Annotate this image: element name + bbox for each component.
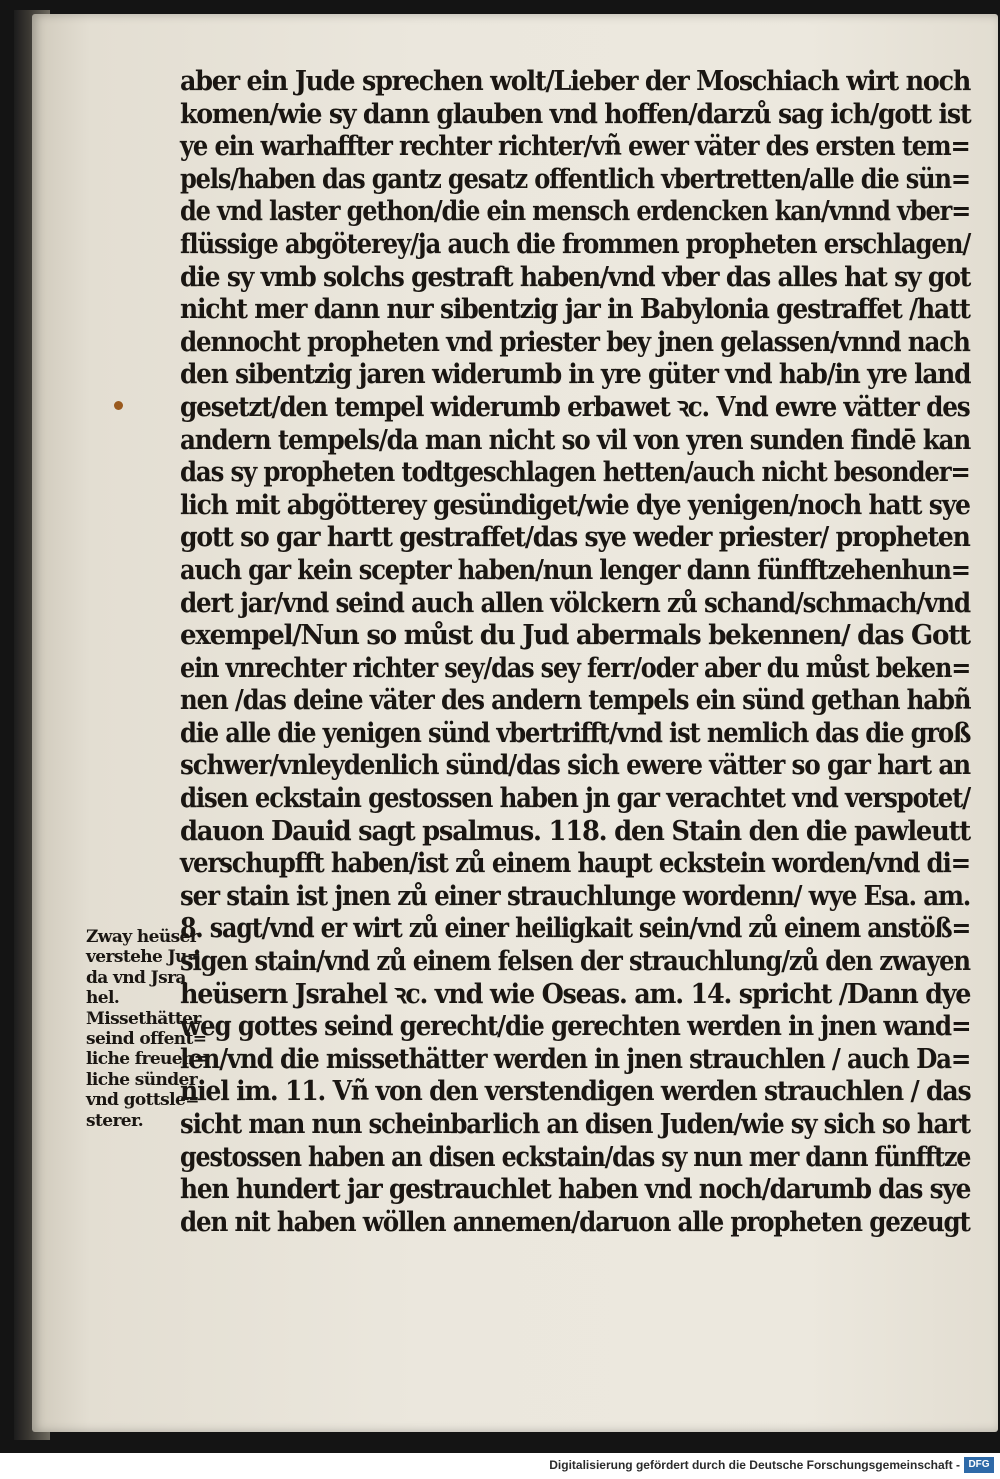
text-line: dert jar/vnd seind auch allen völckern zů schand/schmach/vnd [180,587,970,619]
margin-note-line: hel. [86,988,120,1009]
margin-note-line: Missethätter [86,1008,201,1029]
text-line: ser stain ist jnen zů einer strauchlunge wordenn/ wye Esa. am. [180,880,971,912]
margin-note-line: Zway heüser [86,927,199,947]
text-line: sigen stain/vnd zů einem felsen der strauchlung/zů den zwayen [180,946,970,978]
text-line: das sy propheten todtgeschlagen hetten/auch nicht besonder= [180,457,970,489]
text-line: nicht mer dann nur sibentzig jar in Babylonia gestraffet /hatt [180,294,970,326]
text-line: dauon Dauid sagt psalmus. 118. den Stain den die pawleutt [180,815,970,847]
text-line: den sibentzig jaren widerumb in yre güter vnd hab/in yre land [180,359,971,391]
text-line: disen eckstain gestossen haben jn gar verachtet vnd verspotet/ [180,783,971,815]
margin-note-line: verstehe Ju= [86,947,201,968]
margin-note [86,927,226,1131]
margin-note-line: sterer. [86,1110,144,1131]
margin-note-line: seind offent= [86,1028,207,1049]
text-line: ein vnrechter richter sey/das sey ferr/oder aber du můst beken= [180,652,971,684]
text-line: 8. sagt/vnd er wirt zů einer heiligkait sein/vnd zů einem anstöß= [180,913,971,945]
text-line: weg gottes seind gerecht/die gerechten werden in jnen wand= [180,1011,971,1043]
text-line: sicht man nun scheinbarlich an disen Juden/wie sy sich so hart [180,1109,970,1140]
text-line: gott so gar hartt gestraffet/das sye weder priester/ propheten [180,522,970,554]
dfg-logo[interactable]: DFG [964,1457,994,1473]
text-line: andern tempels/da man nicht so vil von yren sunden findē kan [180,424,971,456]
text-line: heüsern Jsrahel ꝛc. vnd wie Oseas. am. 14. spricht /Dann dye [180,978,971,1010]
text-line: schwer/vnleydenlich sünd/das sich ewere vätter so gar hart an [180,750,970,782]
text-line: die alle die yenigen sünd vbertrifft/vnd ist nemlich das die groß [180,717,971,749]
text-line: auch gar kein scepter haben/nun lenger dann fünfftzehenhun= [180,554,970,586]
text-line: gesetzt/den tempel widerumb erbawet ꝛc. Vnd ewre vätter des [180,391,970,423]
ink-dot-mark [114,401,123,410]
text-line: den nit haben wöllen annemen/daruon alle propheten gezeugt [180,1206,970,1238]
text-line: die sy vmb solchs gestraft haben/vnd vber das alles hat sy got [180,261,971,293]
text-line: exempel/Nun so můst du Jud abermals bekennen/ das Gott [180,620,970,652]
text-line: gestossen haben an disen eckstain/das sy nun mer dann fünfftze [180,1141,971,1173]
text-line: pels/haben das gantz gesatz offentlich vbertretten/alle die sün= [180,163,970,195]
footer-band [0,1453,1000,1479]
text-line: lich mit abgötterey gesündiget/wie dye yenigen/noch hatt sye [180,489,970,521]
margin-note-line: da vnd Jsra [86,967,186,988]
text-line: de vnd laster gethon/die ein mensch erdencken kan/vnnd vber= [180,196,971,228]
text-line: ye ein warhaffter rechter richter/vñ ewer väter des ersten tem= [180,131,970,163]
text-line: hen hundert jar gestrauchlet haben vnd noch/darumb das sye [180,1174,971,1206]
text-line: len/vnd die missethätter werden in jnen strauchlen / auch Da= [180,1043,971,1075]
text-line: verschupfft haben/ist zů einem haupt eckstein worden/vnd di= [180,848,970,880]
footer-credit: Digitalisierung gefördert durch die Deutsche Forschungsgemeinschaft - [549,1458,960,1472]
text-line: komen/wie sy dann glauben vnd hoffen/darzů sag ich/gott ist [180,98,971,130]
text-line: flüssige abgöterey/ja auch die frommen propheten erschlagen/ [180,228,971,260]
text-line: aber ein Jude sprechen wolt/Lieber der Moschiach wirt noch [180,66,971,97]
margin-note-line: vnd gottsle= [86,1090,199,1111]
text-line: dennocht propheten vnd priester bey jnen gelassen/vnnd nach [180,326,970,358]
main-text-block [180,66,970,1239]
margin-note-line: liche sünder [86,1069,198,1090]
text-line: niel im. 11. Vñ von den verstendigen werden strauchlen / das [180,1076,971,1108]
text-line: nen /das deine väter des andern tempels ein sünd gethan habñ [180,685,971,717]
margin-note-line: liche freuen= [86,1049,208,1070]
